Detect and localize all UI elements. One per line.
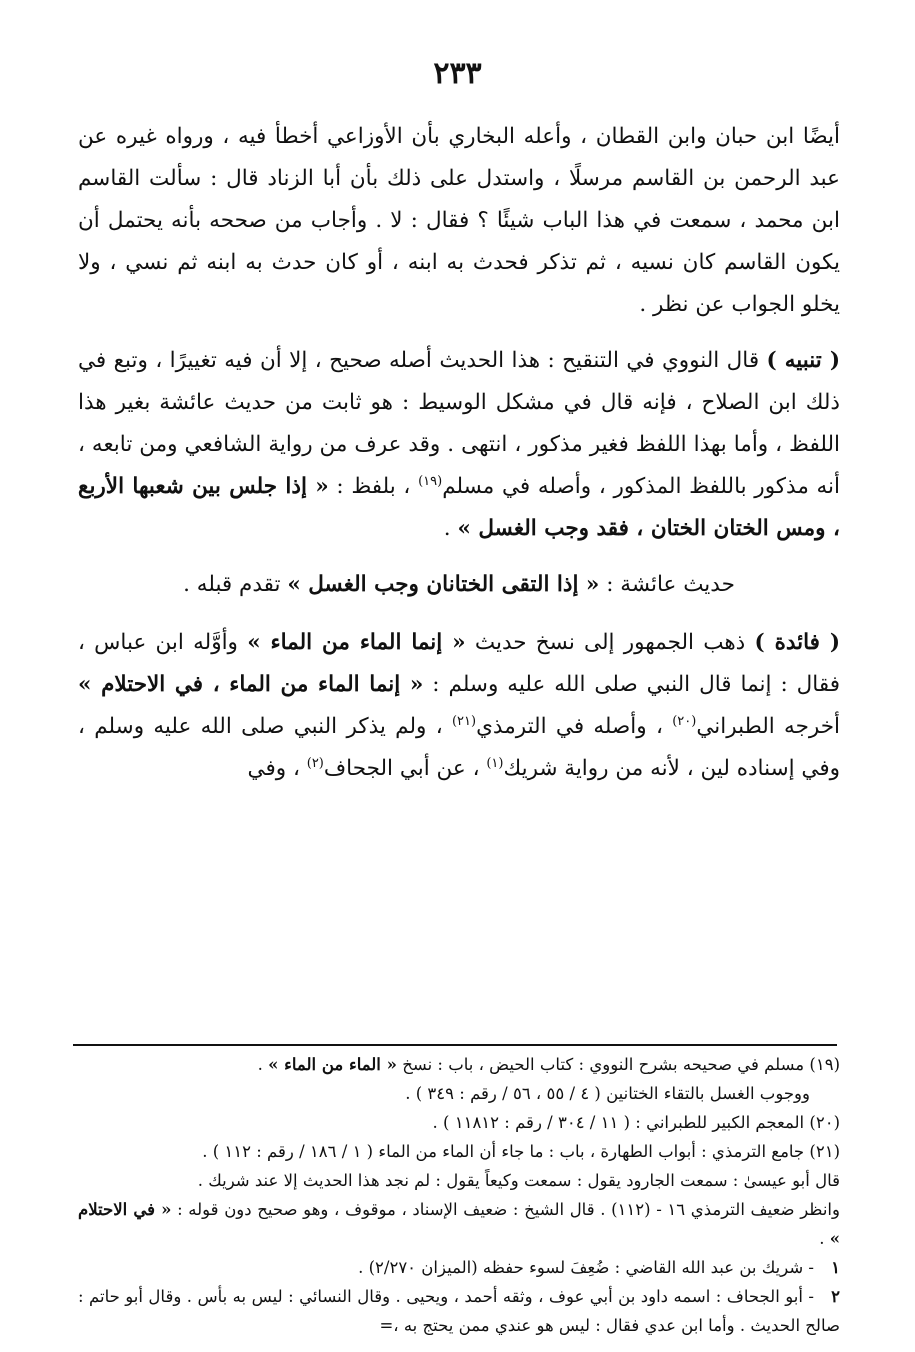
tanbih-quote: « إذا جلس بين شعبها الأربع ، ومس الختان الختان ، فقد وجب الغسل »: [78, 474, 840, 541]
aisha-text-a: حديث عائشة :: [599, 572, 735, 597]
faida-text-d: ، وأصله في الترمذي: [476, 714, 673, 739]
tanbih-label: ( تنبيه ): [766, 348, 840, 373]
footnote-divider: [73, 1044, 837, 1046]
footnote-ref-20: (٢٠): [672, 713, 697, 729]
faida-text-b: وأوَّله ابن عباس ، فقال : إنما قال النبي صلى الله عليه وسلم :: [78, 630, 840, 697]
footnote-20: (٢٠) المعجم الكبير للطبراني : ( ١١ / ٣٠٤ / رقم : ١١٨١٢ ) .: [432, 1113, 840, 1132]
tanbih-text-b: ، بلفظ :: [328, 474, 419, 499]
main-text: [78, 116, 840, 804]
footnote-2-text: - أبو الجحاف : اسمه داود بن أبي عوف ، وثقه أحمد ، ويحيى . وقال النسائي : ليس به بأس . وقال أبو حاتم : صالح الحديث . وأما ابن عدي فقال : ليس هو عندي ممن يحتج به ،=: [78, 1287, 840, 1335]
footnote-21-grading-quote: « في الاحتلام »: [78, 1200, 840, 1248]
faida-text-a: ذهب الجمهور إلى نسخ حديث: [465, 630, 755, 655]
footnote-ref-19: (١٩): [418, 473, 443, 489]
aisha-text-b: تقدم قبله .: [183, 572, 288, 597]
footnote-ref-1: (١): [486, 755, 504, 771]
paragraph-faida: [78, 622, 840, 790]
paragraph-tanbih: [78, 340, 840, 550]
footnotes: [78, 1050, 840, 1340]
footnote-19-continued: ووجوب الغسل بالتقاء الختانين ( ٤ / ٥٥ ، ٥٦ / رقم : ٣٤٩ ) .: [405, 1084, 810, 1103]
page-number: ٢٣٣: [433, 56, 482, 91]
footnote-2: [78, 1282, 840, 1340]
faida-text-f: ، عن أبي الجحاف: [323, 756, 487, 781]
footnote-ref-2: (٢): [306, 755, 324, 771]
faida-quote-a: « إنما الماء من الماء »: [247, 630, 466, 655]
footnote-ref-21: (٢١): [451, 713, 477, 729]
faida-quote-b: « إنما الماء من الماء ، في الاحتلام »: [78, 672, 424, 697]
footnote-19-text: (١٩) مسلم في صحيحه بشرح النووي : كتاب الحيض ، باب : نسخ: [396, 1055, 840, 1074]
footnote-21-quote: قال أبو عيسىٰ : سمعت الجارود يقول : سمعت وكيعاً يقول : لم نجد هذا الحديث إلا عند شريك .: [197, 1171, 840, 1190]
faida-label: ( فائدة ): [754, 630, 841, 655]
faida-text-g: ، وفي: [247, 756, 307, 781]
footnote-21-grading: [78, 1195, 840, 1253]
footnote-21-grading-end: .: [819, 1229, 830, 1248]
aisha-quote: « إذا التقى الختانان وجب الغسل »: [287, 572, 600, 597]
footnote-2-marker: ٢: [831, 1287, 840, 1306]
paragraph-hadith-commentary: أيضًا ابن حبان وابن القطان ، وأعله البخاري بأن الأوزاعي أخطأ فيه ، ورواه غيره عن عبد الرحمن بن القاسم مرسلًا ، واستدل على ذلك بأن أبا الزناد قال : سألت القاسم ابن محمد ، سمعت في هذا الباب شيئًا ؟ فقال : لا . وأجاب من صححه بأنه يحتمل أن يكون القاسم كان نسيه ، ثم تذكر فحدث به ابنه ، أو كان حدث به ابنه ثم نسي ، ولا يخلو الجواب عن نظر .: [78, 124, 840, 317]
tanbih-text-a: قال النووي في التنقيح : هذا الحديث أصله صحيح ، إلا أن فيه تغييرًا ، وتبع في ذلك ابن الصلاح ، فإنه قال في مشكل الوسيط : هو ثابت من حديث عائشة بغير هذا اللفظ ، وأما بهذا اللفظ فغير مذكور ، انتهى . وقد عرف من رواية الشافعي ومن تابعه ، أنه مذكور باللفظ المذكور ، وأصله في مسلم: [78, 348, 841, 499]
footnote-21-grading-text: وانظر ضعيف الترمذي ١٦ - (١١٢) . قال الشيخ : ضعيف الإسناد ، موقوف ، وهو صحيح دون قوله :: [171, 1200, 840, 1219]
paragraph-aisha-hadith: [78, 564, 840, 606]
footnote-21: (٢١) جامع الترمذي : أبواب الطهارة ، باب : ما جاء أن الماء من الماء ( ١ / ١٨٦ / رقم : ١١٢ ) .: [202, 1142, 840, 1161]
footnote-1: [78, 1253, 840, 1282]
footnote-1-marker: ١: [831, 1258, 840, 1277]
footnote-19-end: .: [257, 1055, 269, 1074]
tanbih-end: .: [443, 516, 458, 541]
faida-text-e: ، ولم يذكر النبي صلى الله عليه وسلم ، وفي إسناده لين ، لأنه من رواية شريك: [78, 714, 840, 781]
footnote-19-quote: « الماء من الماء »: [268, 1055, 397, 1074]
faida-text-c: أخرجه الطبراني: [696, 714, 840, 739]
footnote-1-text: - شريك بن عبد الله القاضي : ضُعِفَ لسوء حفظه (الميزان ٢/٢٧٠) .: [358, 1258, 814, 1277]
footnote-19: [78, 1050, 840, 1079]
